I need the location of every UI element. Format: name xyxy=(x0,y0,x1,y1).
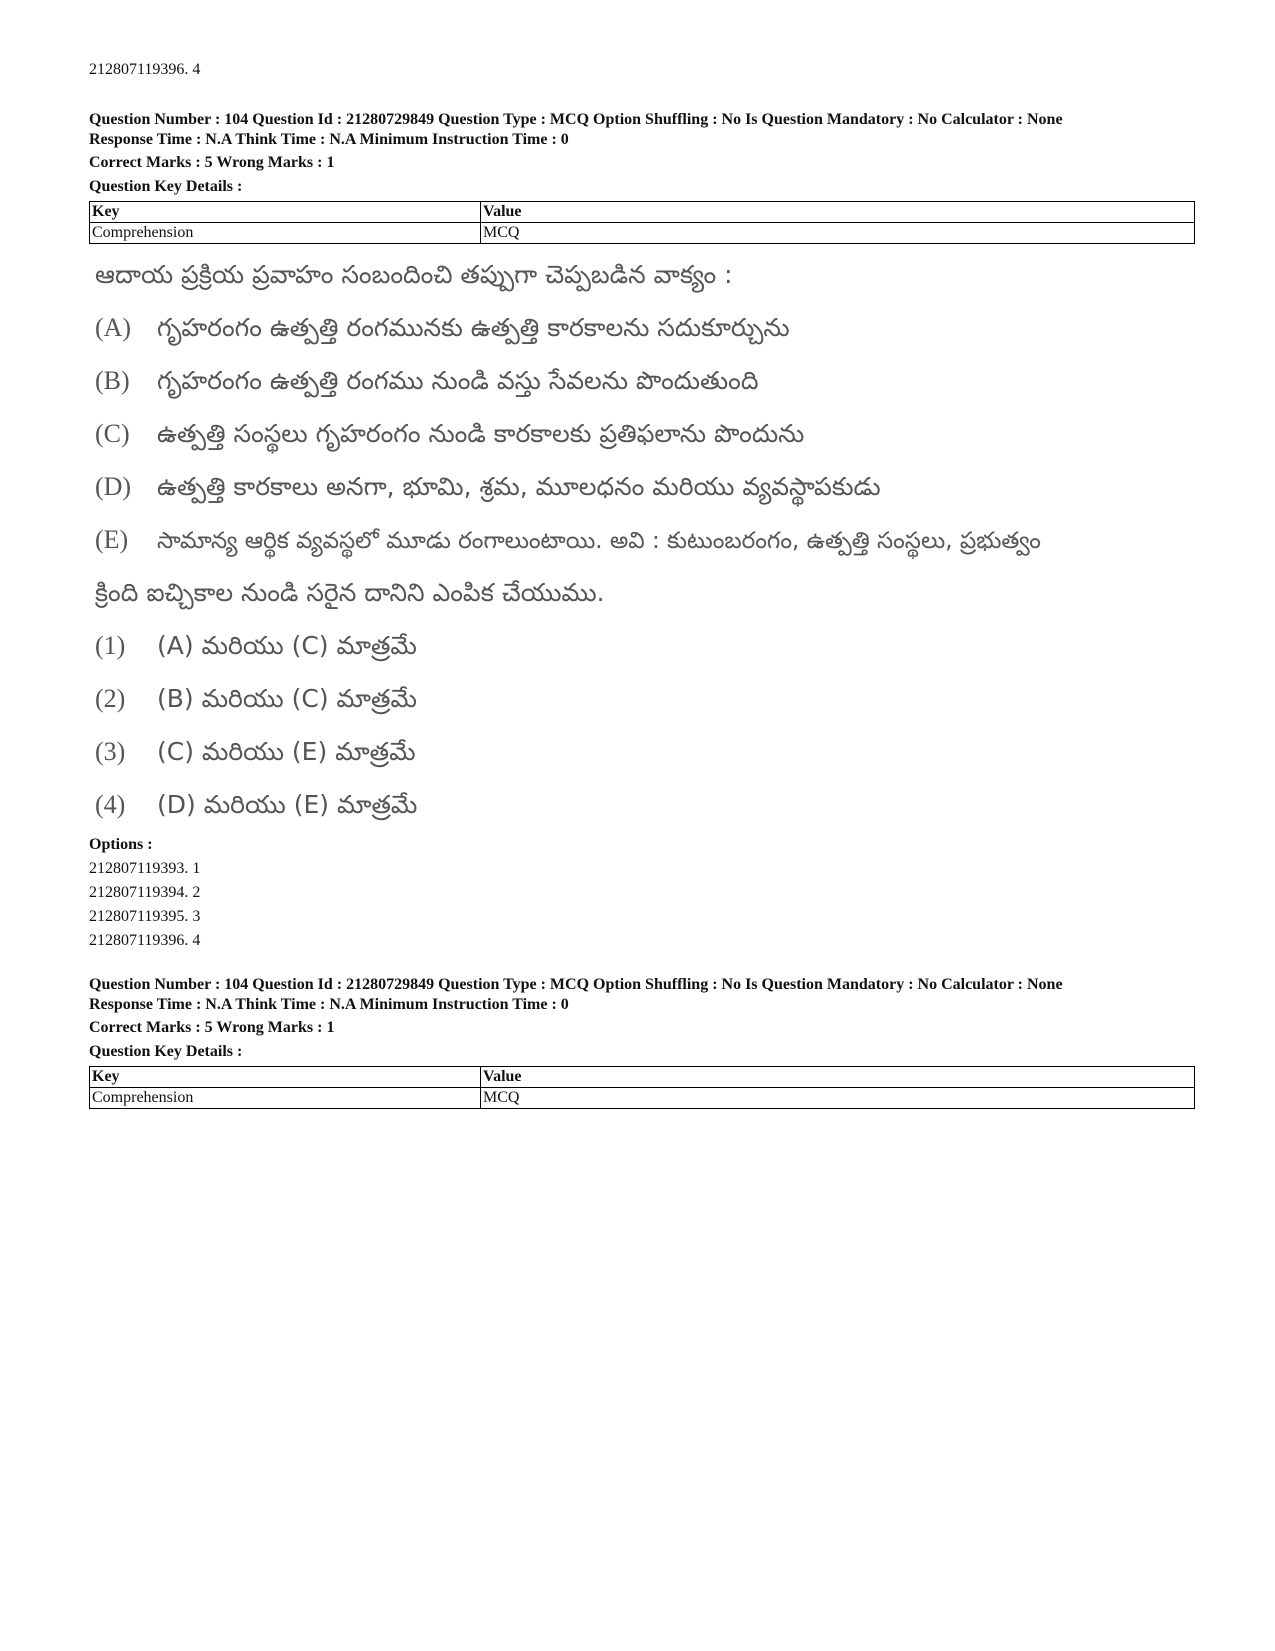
choice-text: (A) మరియు (C) మాత్రమే xyxy=(157,631,417,660)
table-header-row xyxy=(90,1067,1195,1088)
option-item: 212807119394. 2 xyxy=(89,884,201,901)
choice-2 xyxy=(89,672,1195,725)
table-cell-value: MCQ xyxy=(481,1088,1195,1109)
table-header-value: Value xyxy=(481,1067,1195,1088)
key-details-label: Question Key Details : xyxy=(89,1043,243,1060)
statement-text: గృహరంగం ఉత్పత్తి రంగము నుండి వస్తు సేవలను పొందుతుంది xyxy=(157,366,759,395)
key-details-table xyxy=(89,201,1195,244)
table-cell-key: Comprehension xyxy=(90,1088,481,1109)
statement-label: (B) xyxy=(95,366,130,395)
marks-line: Correct Marks : 5 Wrong Marks : 1 xyxy=(89,154,335,171)
question-block-2 xyxy=(89,975,1195,1109)
choice-label: (3) xyxy=(95,737,126,766)
question-instruction: క్రింది ఐచ్చికాల నుండి సరైన దానిని ఎంపిక చేయుము. xyxy=(95,578,605,607)
marks-line: Correct Marks : 5 Wrong Marks : 1 xyxy=(89,1019,335,1036)
previous-answer-line: 212807119396. 4 xyxy=(89,61,201,78)
statement-a xyxy=(89,301,1195,354)
option-item: 212807119393. 1 xyxy=(89,860,201,877)
option-item: 212807119396. 4 xyxy=(89,932,201,949)
table-header-row xyxy=(90,202,1195,223)
choice-text: (C) మరియు (E) మాత్రమే xyxy=(157,737,416,766)
choice-label: (2) xyxy=(95,684,126,713)
options-section xyxy=(89,833,200,953)
option-item: 212807119395. 3 xyxy=(89,908,201,925)
statement-text: సామాన్య ఆర్థిక వ్యవస్థలో మూడు రంగాలుంటాయి. అవి : కుటుంబరంగం, ఉత్పత్తి సంస్థలు, ప్రభుత్వం xyxy=(157,528,1041,554)
statement-text: ఉత్పత్తి సంస్థలు గృహరంగం నుండి కారకాలకు ప్రతిఫలాను పొందును xyxy=(157,419,805,448)
statement-label: (D) xyxy=(95,472,132,501)
statement-label: (A) xyxy=(95,313,132,342)
choice-4 xyxy=(89,778,1195,831)
table-row xyxy=(90,1088,1195,1109)
statement-text: గృహరంగం ఉత్పత్తి రంగమునకు ఉత్పత్తి కారకాలను సదుకూర్చును xyxy=(157,313,790,342)
statement-label: (C) xyxy=(95,419,130,448)
key-details-label: Question Key Details : xyxy=(89,178,243,195)
statement-d xyxy=(89,460,1195,513)
statement-e xyxy=(89,513,1195,566)
question-header-line1: Question Number : 104 Question Id : 21280729849 Question Type : MCQ Option Shuffling : No Is Question Mandatory : No Calculator : None xyxy=(89,111,1063,128)
statement-c xyxy=(89,407,1195,460)
key-details-table xyxy=(89,1066,1195,1109)
table-header-key: Key xyxy=(90,202,481,223)
question-stem: ఆదాయ ప్రక్రియ ప్రవాహం సంబందించి తప్పుగా చెప్పబడిన వాక్యం : xyxy=(95,260,733,289)
choice-text: (D) మరియు (E) మాత్రమే xyxy=(157,790,418,819)
statement-text: ఉత్పత్తి కారకాలు అనగా, భూమి, శ్రమ, మూలధనం మరియు వ్యవస్థాపకుడు xyxy=(157,472,881,501)
table-header-value: Value xyxy=(481,202,1195,223)
table-cell-value: MCQ xyxy=(481,223,1195,244)
statement-label: (E) xyxy=(95,525,129,554)
question-header-line2: Response Time : N.A Think Time : N.A Minimum Instruction Time : 0 xyxy=(89,996,569,1013)
table-cell-key: Comprehension xyxy=(90,223,481,244)
choice-3 xyxy=(89,725,1195,778)
question-header-line1: Question Number : 104 Question Id : 21280729849 Question Type : MCQ Option Shuffling : No Is Question Mandatory : No Calculator : None xyxy=(89,976,1063,993)
statement-b xyxy=(89,354,1195,407)
question-block-1 xyxy=(89,110,1195,244)
question-image xyxy=(89,248,1195,831)
table-row xyxy=(90,223,1195,244)
choice-label: (4) xyxy=(95,790,126,819)
question-header-line2: Response Time : N.A Think Time : N.A Minimum Instruction Time : 0 xyxy=(89,131,569,148)
options-label: Options : xyxy=(89,836,153,853)
choice-text: (B) మరియు (C) మాత్రమే xyxy=(157,684,417,713)
choice-1 xyxy=(89,619,1195,672)
table-header-key: Key xyxy=(90,1067,481,1088)
choice-label: (1) xyxy=(95,631,126,660)
